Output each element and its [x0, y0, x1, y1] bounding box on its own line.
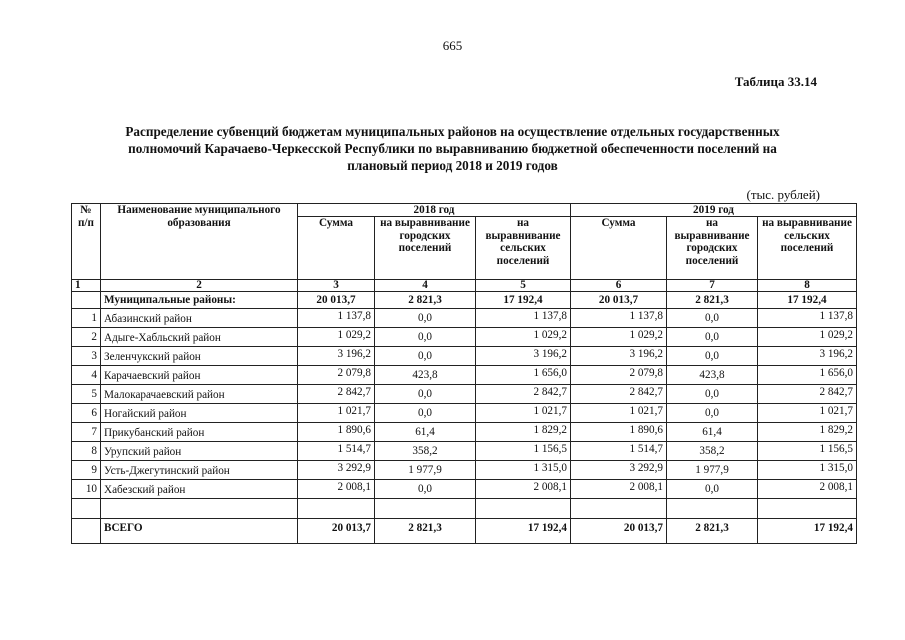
table-row	[72, 385, 857, 404]
units-label: (тыс. рублей)	[746, 187, 820, 202]
subtotal-value: 2 821,3	[667, 292, 758, 309]
row-number: 9	[72, 461, 101, 480]
empty-cell	[758, 499, 857, 519]
row-value: 1 977,9	[667, 461, 758, 480]
row-value: 1 137,8	[571, 309, 667, 328]
district-name: Абазинский район	[101, 309, 298, 328]
district-name: Хабезский район	[101, 480, 298, 499]
row-value: 2 079,8	[571, 366, 667, 385]
row-value: 0,0	[667, 404, 758, 423]
empty-cell	[667, 499, 758, 519]
district-name: Прикубанский район	[101, 423, 298, 442]
table-row	[72, 442, 857, 461]
row-value: 358,2	[375, 442, 476, 461]
row-value: 0,0	[375, 385, 476, 404]
subtotal-row	[72, 292, 857, 309]
subtotal-value: 17 192,4	[758, 292, 857, 309]
row-value: 423,8	[375, 366, 476, 385]
table-row	[72, 404, 857, 423]
col-number: 4	[375, 280, 476, 292]
row-value: 1 137,8	[758, 309, 857, 328]
row-value: 1 029,2	[571, 328, 667, 347]
subtotal-name: Муниципальные районы:	[101, 292, 298, 309]
row-value: 0,0	[667, 480, 758, 499]
row-value: 1 514,7	[571, 442, 667, 461]
row-number: 4	[72, 366, 101, 385]
row-value: 0,0	[375, 328, 476, 347]
row-value: 1 137,8	[298, 309, 375, 328]
col-number: 7	[667, 280, 758, 292]
district-name: Малокарачаевский район	[101, 385, 298, 404]
total-name: ВСЕГО	[101, 519, 298, 544]
row-value: 2 079,8	[298, 366, 375, 385]
row-value: 1 514,7	[298, 442, 375, 461]
subtotal-value: 17 192,4	[476, 292, 571, 309]
row-value: 2 008,1	[758, 480, 857, 499]
table-label: Таблица 33.14	[734, 74, 817, 89]
subtotal-value: 2 821,3	[375, 292, 476, 309]
subtotal-value: 20 013,7	[298, 292, 375, 309]
row-number: 7	[72, 423, 101, 442]
row-value: 3 196,2	[758, 347, 857, 366]
header-rural-2019: на выравнивание сельских поселений	[758, 217, 857, 280]
col-number: 3	[298, 280, 375, 292]
row-value: 0,0	[667, 328, 758, 347]
row-value: 1 829,2	[758, 423, 857, 442]
header-rural-2018: на выравнивание сельских поселений	[476, 217, 571, 280]
row-value: 0,0	[667, 347, 758, 366]
row-value: 2 008,1	[476, 480, 571, 499]
table-row	[72, 366, 857, 385]
header-sum-2018: Сумма	[298, 217, 375, 280]
row-value: 2 842,7	[571, 385, 667, 404]
row-value: 2 008,1	[571, 480, 667, 499]
col-number: 8	[758, 280, 857, 292]
table-row	[72, 309, 857, 328]
row-value: 1 021,7	[571, 404, 667, 423]
table-row	[72, 461, 857, 480]
row-value: 2 842,7	[758, 385, 857, 404]
total-value: 2 821,3	[375, 519, 476, 544]
empty-cell	[72, 499, 101, 519]
table-row	[72, 347, 857, 366]
row-value: 1 656,0	[758, 366, 857, 385]
subsidy-table	[71, 203, 857, 544]
empty-row	[72, 499, 857, 519]
row-value: 358,2	[667, 442, 758, 461]
row-number: 10	[72, 480, 101, 499]
empty-cell	[101, 499, 298, 519]
row-number: 5	[72, 385, 101, 404]
empty-cell	[298, 499, 375, 519]
row-value: 423,8	[667, 366, 758, 385]
row-value: 0,0	[375, 480, 476, 499]
district-name: Урупский район	[101, 442, 298, 461]
row-value: 0,0	[667, 309, 758, 328]
row-number: 6	[72, 404, 101, 423]
district-name: Усть-Джегутинский район	[101, 461, 298, 480]
district-name: Адыге-Хабльский район	[101, 328, 298, 347]
row-value: 2 842,7	[476, 385, 571, 404]
row-value: 1 315,0	[476, 461, 571, 480]
row-number: 3	[72, 347, 101, 366]
table-row	[72, 423, 857, 442]
page-number: 665	[442, 38, 463, 53]
row-value: 1 029,2	[298, 328, 375, 347]
row-value: 1 029,2	[476, 328, 571, 347]
row-value: 3 292,9	[571, 461, 667, 480]
title-line: плановый период 2018 и 2019 годов	[347, 158, 558, 173]
row-value: 1 156,5	[476, 442, 571, 461]
row-value: 1 977,9	[375, 461, 476, 480]
row-value: 1 656,0	[476, 366, 571, 385]
col-number: 5	[476, 280, 571, 292]
total-value: 20 013,7	[298, 519, 375, 544]
row-value: 3 292,9	[298, 461, 375, 480]
header-sum-2019: Сумма	[571, 217, 667, 280]
row-value: 1 021,7	[298, 404, 375, 423]
header-year-2019: 2019 год	[571, 204, 857, 217]
row-number: 2	[72, 328, 101, 347]
total-value: 17 192,4	[758, 519, 857, 544]
row-value: 3 196,2	[476, 347, 571, 366]
row-value: 2 842,7	[298, 385, 375, 404]
title-line: полномочий Карачаево-Черкесской Республики по выравниванию бюджетной обеспеченности поселений на	[128, 141, 777, 156]
row-value: 1 890,6	[298, 423, 375, 442]
row-value: 0,0	[375, 347, 476, 366]
row-number: 8	[72, 442, 101, 461]
column-number-row	[72, 280, 857, 292]
title-line: Распределение субвенций бюджетам муниципальных районов на осуществление отдельных государственных	[125, 124, 780, 139]
row-value: 1 021,7	[476, 404, 571, 423]
row-value: 1 156,5	[758, 442, 857, 461]
district-name: Ногайский район	[101, 404, 298, 423]
district-name: Карачаевский район	[101, 366, 298, 385]
col-number: 6	[571, 280, 667, 292]
row-value: 0,0	[375, 309, 476, 328]
row-number: 1	[72, 309, 101, 328]
row-value: 3 196,2	[571, 347, 667, 366]
header-num: № п/п	[72, 204, 101, 280]
row-value: 3 196,2	[298, 347, 375, 366]
total-value: 2 821,3	[667, 519, 758, 544]
empty-cell	[476, 499, 571, 519]
row-value: 2 008,1	[298, 480, 375, 499]
col-number: 1	[72, 280, 101, 292]
empty-cell	[571, 499, 667, 519]
table-row	[72, 328, 857, 347]
total-value: 17 192,4	[476, 519, 571, 544]
row-value: 1 029,2	[758, 328, 857, 347]
row-value: 1 890,6	[571, 423, 667, 442]
header-name: Наименование муниципального образования	[101, 204, 298, 280]
header-year-2018: 2018 год	[298, 204, 571, 217]
row-value: 61,4	[667, 423, 758, 442]
row-value: 0,0	[375, 404, 476, 423]
document-title	[60, 123, 845, 174]
row-value: 61,4	[375, 423, 476, 442]
total-num	[72, 519, 101, 544]
total-value: 20 013,7	[571, 519, 667, 544]
row-value: 1 829,2	[476, 423, 571, 442]
table-row	[72, 480, 857, 499]
row-value: 1 315,0	[758, 461, 857, 480]
subtotal-num	[72, 292, 101, 309]
empty-cell	[375, 499, 476, 519]
row-value: 0,0	[667, 385, 758, 404]
total-row	[72, 519, 857, 544]
header-urban-2018: на выравнивание городских поселений	[375, 217, 476, 280]
header-urban-2019: на выравнивание городских поселений	[667, 217, 758, 280]
subtotal-value: 20 013,7	[571, 292, 667, 309]
district-name: Зеленчукский район	[101, 347, 298, 366]
row-value: 1 137,8	[476, 309, 571, 328]
row-value: 1 021,7	[758, 404, 857, 423]
col-number: 2	[101, 280, 298, 292]
